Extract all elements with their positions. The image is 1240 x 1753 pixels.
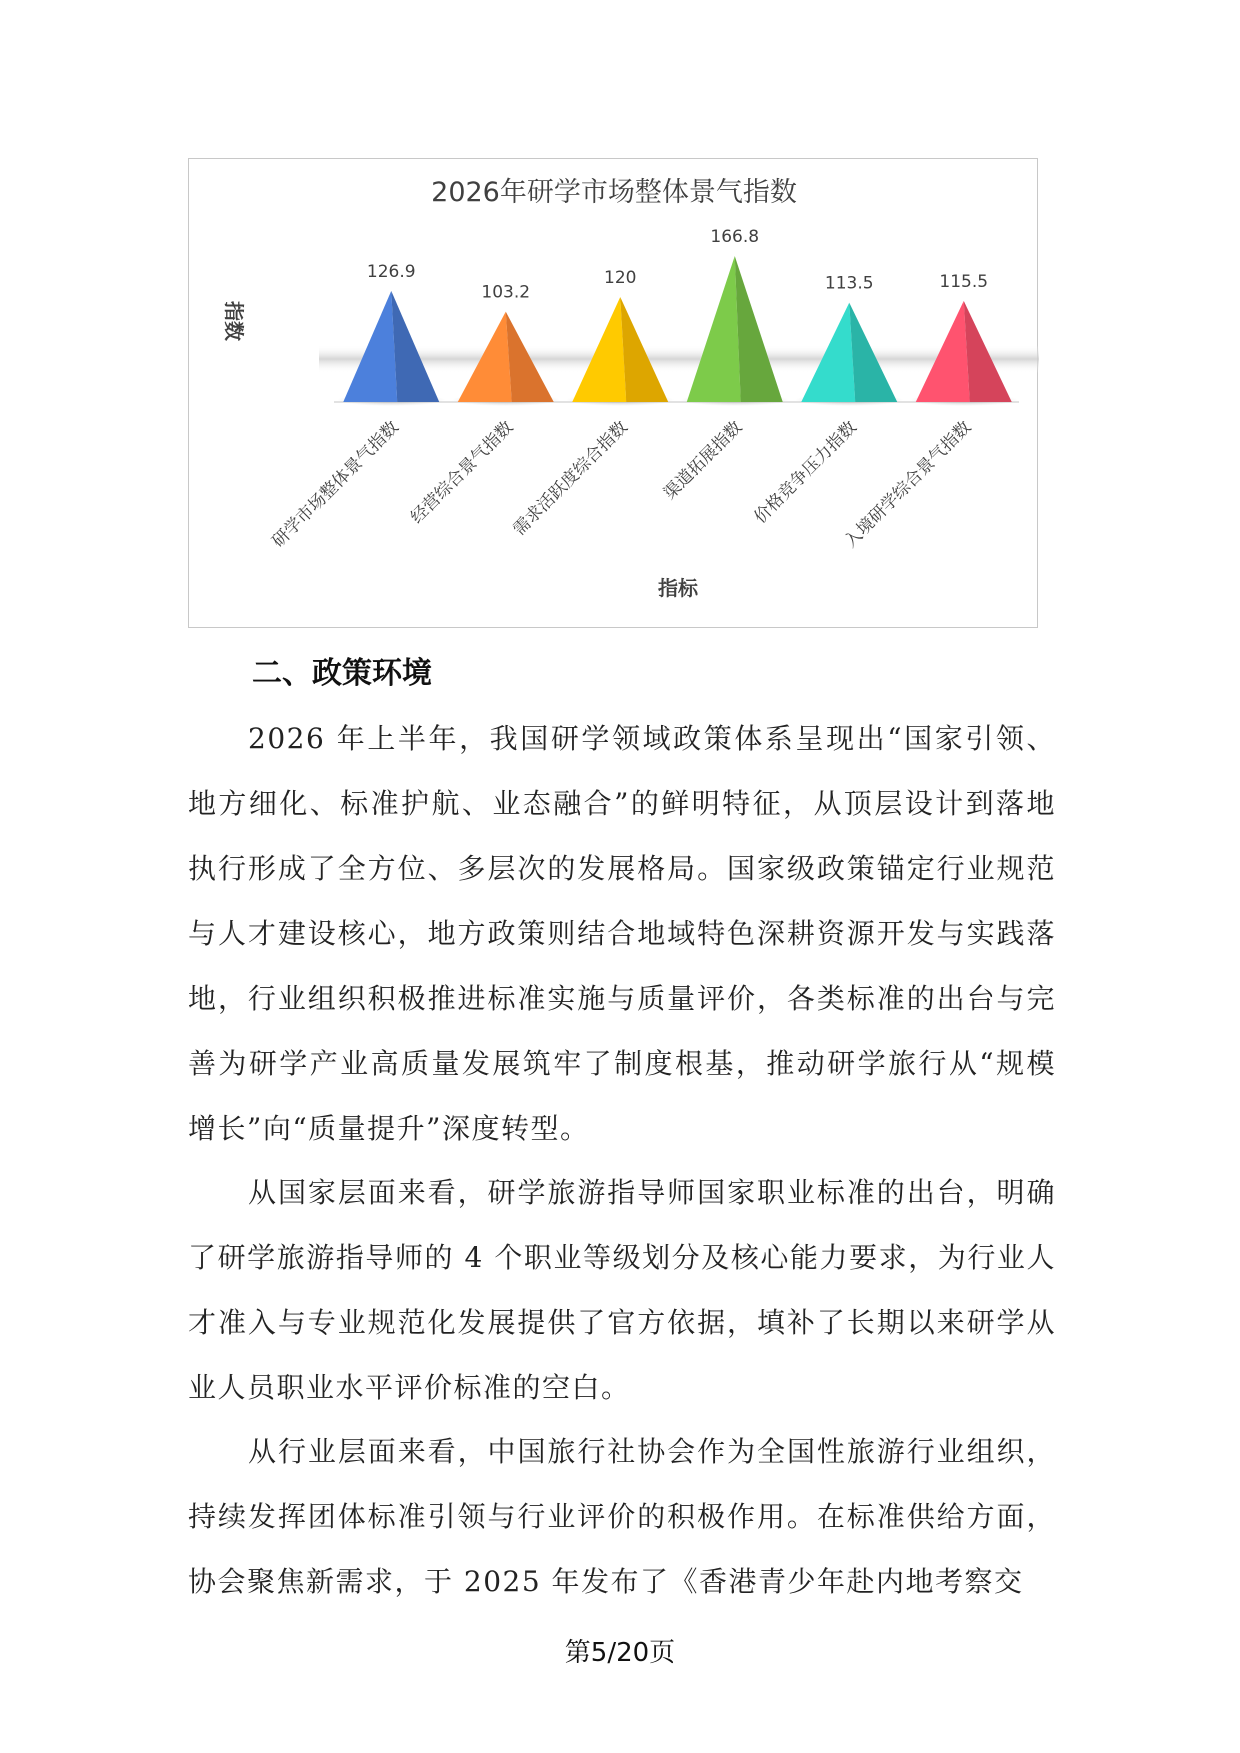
pyramid-chart bbox=[189, 159, 1039, 629]
pyramid-face-left bbox=[687, 256, 741, 402]
x-tick-label: 入境研学综合景气指数 bbox=[840, 417, 976, 552]
paragraph-2: 从国家层面来看，研学旅游指导师国家职业标准的出台，明确了研学旅游指导师的 4 个职业等级划分及核心能力要求，为行业人才准入与专业规范化发展提供了官方依据，填补了长期以来研学从业人员职业水平评价标准的空白。 bbox=[188, 1176, 1056, 1404]
data-label: 120 bbox=[604, 267, 637, 288]
chart-title: 2026年研学市场整体景气指数 bbox=[431, 177, 797, 208]
section-heading: 二、政策环境 bbox=[252, 656, 432, 691]
pyramid-face-right bbox=[735, 256, 783, 402]
shadow-band bbox=[319, 345, 1039, 373]
data-label: 115.5 bbox=[939, 271, 989, 292]
data-label: 126.9 bbox=[366, 261, 416, 282]
data-label: 113.5 bbox=[824, 273, 874, 294]
x-axis-label: 指标 bbox=[658, 576, 698, 600]
x-tick-label: 价格竞争压力指数 bbox=[750, 417, 861, 528]
page-number: 第5/20页 bbox=[564, 1638, 676, 1668]
y-axis-label: 指数 bbox=[222, 301, 246, 341]
data-label: 166.8 bbox=[710, 227, 760, 247]
x-tick-label: 经营综合景气指数 bbox=[406, 417, 518, 528]
x-tick-label: 渠道拓展指数 bbox=[660, 417, 747, 504]
x-tick-label: 研学市场整体景气指数 bbox=[268, 417, 403, 552]
pyramid-bar bbox=[681, 256, 789, 406]
data-label: 103.2 bbox=[481, 282, 531, 303]
x-tick-label: 需求活跃度综合指数 bbox=[509, 417, 632, 540]
chart-container bbox=[188, 158, 1038, 628]
paragraph-3: 从行业层面来看，中国旅行社协会作为全国性旅游行业组织，持续发挥团体标准引领与行业评价的积极作用。在标准供给方面，协会聚焦新需求，于 2025 年发布了《香港青少年赴内地考察交 bbox=[188, 1435, 1056, 1598]
paragraph-1: 2026 年上半年，我国研学领域政策体系呈现出“国家引领、地方细化、标准护航、业态融合”的鲜明特征，从顶层设计到落地执行形成了全方位、多层次的发展格局。国家级政策锚定行业规范与人才建设核心，地方政策则结合地域特色深耕资源开发与实践落地，行业组织积极推进标准实施与质量评价，各类标准的出台与完善为研学产业高质量发展筑牢了制度根基，推动研学旅行从“规模增长”向“质量提升”深度转型。 bbox=[188, 722, 1056, 1145]
